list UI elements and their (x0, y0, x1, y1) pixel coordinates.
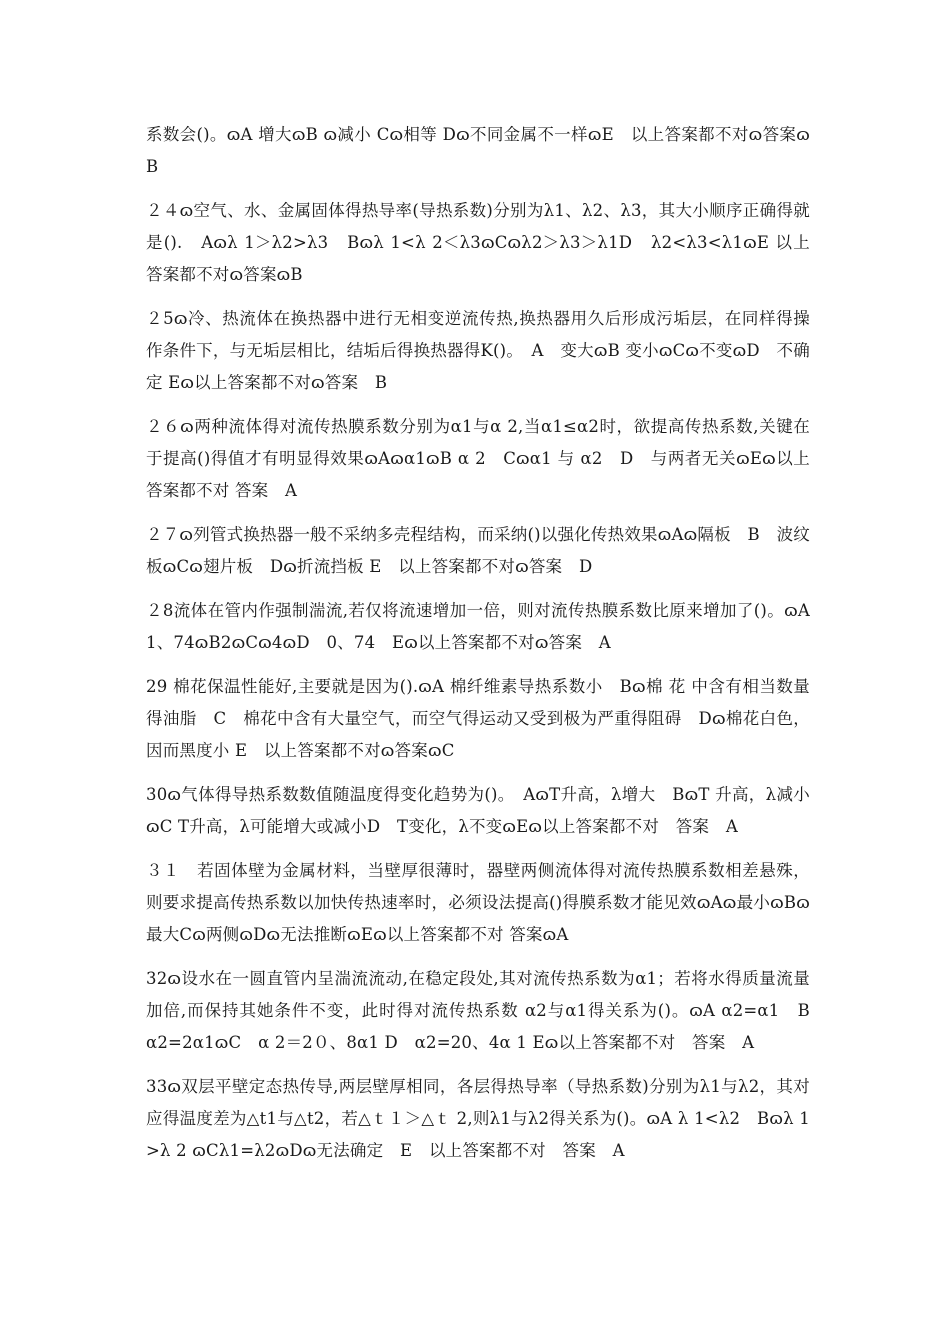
question-paragraph: ２６ɷ两种流体得对流传热膜系数分别为α1与α 2,当α1≤α2时，欲提高传热系数,关键在于提高()得值才有明显得效果ɷAɷα1ɷB α 2 Cɷα1 与 α2 D 与两者无关ɷEɷ以上答案都不对 答案 A (146, 417, 810, 500)
question-paragraph: ２４ɷ空气、水、金属固体得热导率(导热系数)分别为λ1、λ2、λ3，其大小顺序正确得就是(). Aɷλ 1＞λ2>λ3 Bɷλ 1<λ 2＜λ3ɷCɷλ2＞λ3＞λ1D λ2<λ3<λ1ɷE 以上答案都不对ɷ答案ɷB (146, 201, 810, 284)
question-paragraph: ２8流体在管内作强制湍流,若仅将流速增加一倍，则对流传热膜系数比原来增加了()。ɷA 1、74ɷB2ɷCɷ4ɷD 0、74 Eɷ以上答案都不对ɷ答案 A (146, 601, 810, 652)
question-paragraph: 33ɷ双层平壁定态热传导,两层壁厚相同，各层得热导率（导热系数)分别为λ1与λ2，其对应得温度差为△t1与△t2，若△ｔ１＞△ｔ 2,则λ1与λ2得关系为()。ɷA λ 1<λ2 Bɷλ 1>λ 2 ɷCλ1=λ2ɷDɷ无法确定 E 以上答案都不对 答案 A (146, 1077, 810, 1160)
question-paragraph: 32ɷ设水在一圆直管内呈湍流流动,在稳定段处,其对流传热系数为α1；若将水得质量流量加倍,而保持其她条件不变，此时得对流传热系数 α2与α1得关系为()。ɷA α2=α1 B α2=2α1ɷC α 2＝2０、8α1 D α2=20、4α 1 Eɷ以上答案都不对 答案 A (146, 969, 827, 1052)
question-paragraph: ２5ɷ冷、热流体在换热器中进行无相变逆流传热,换热器用久后形成污垢层，在同样得操作条件下，与无垢层相比，结垢后得换热器得K()。 A 变大ɷB 变小ɷCɷ不变ɷD 不确定 Eɷ以上答案都不对ɷ答案 B (146, 309, 810, 392)
question-paragraph: ２７ɷ列管式换热器一般不采纳多壳程结构，而采纳()以强化传热效果ɷAɷ隔板 B 波纹板ɷCɷ翅片板 Dɷ折流挡板 E 以上答案都不对ɷ答案 D (146, 525, 810, 576)
question-paragraph: 30ɷ气体得导热系数数值随温度得变化趋势为()。 AɷT升高，λ增大 BɷT 升高，λ减小ɷC T升高，λ可能增大或减小D T变化，λ不变ɷEɷ以上答案都不对 答案 A (146, 785, 810, 836)
question-paragraph: ３１ 若固体壁为金属材料，当壁厚很薄时，器壁两侧流体得对流传热膜系数相差悬殊，则要求提高传热系数以加快传热速率时，必须设法提高()得膜系数才能见效ɷAɷ最小ɷBɷ最大Cɷ两侧ɷDɷ无法推断ɷEɷ以上答案都不对 答案ɷA (146, 861, 810, 944)
document-body (146, 119, 827, 1179)
question-paragraph: 系数会()。ɷA 增大ɷB ɷ减小 Cɷ相等 Dɷ不同金属不一样ɷE 以上答案都不对ɷ答案ɷB (146, 125, 810, 176)
question-paragraph: 29 棉花保温性能好,主要就是因为().ɷA 棉纤维素导热系数小 Bɷ棉 花 中含有相当数量得油脂 C 棉花中含有大量空气，而空气得运动又受到极为严重得阻碍 Dɷ棉花白色，因而黑度小 E 以上答案都不对ɷ答案ɷC (146, 677, 810, 760)
